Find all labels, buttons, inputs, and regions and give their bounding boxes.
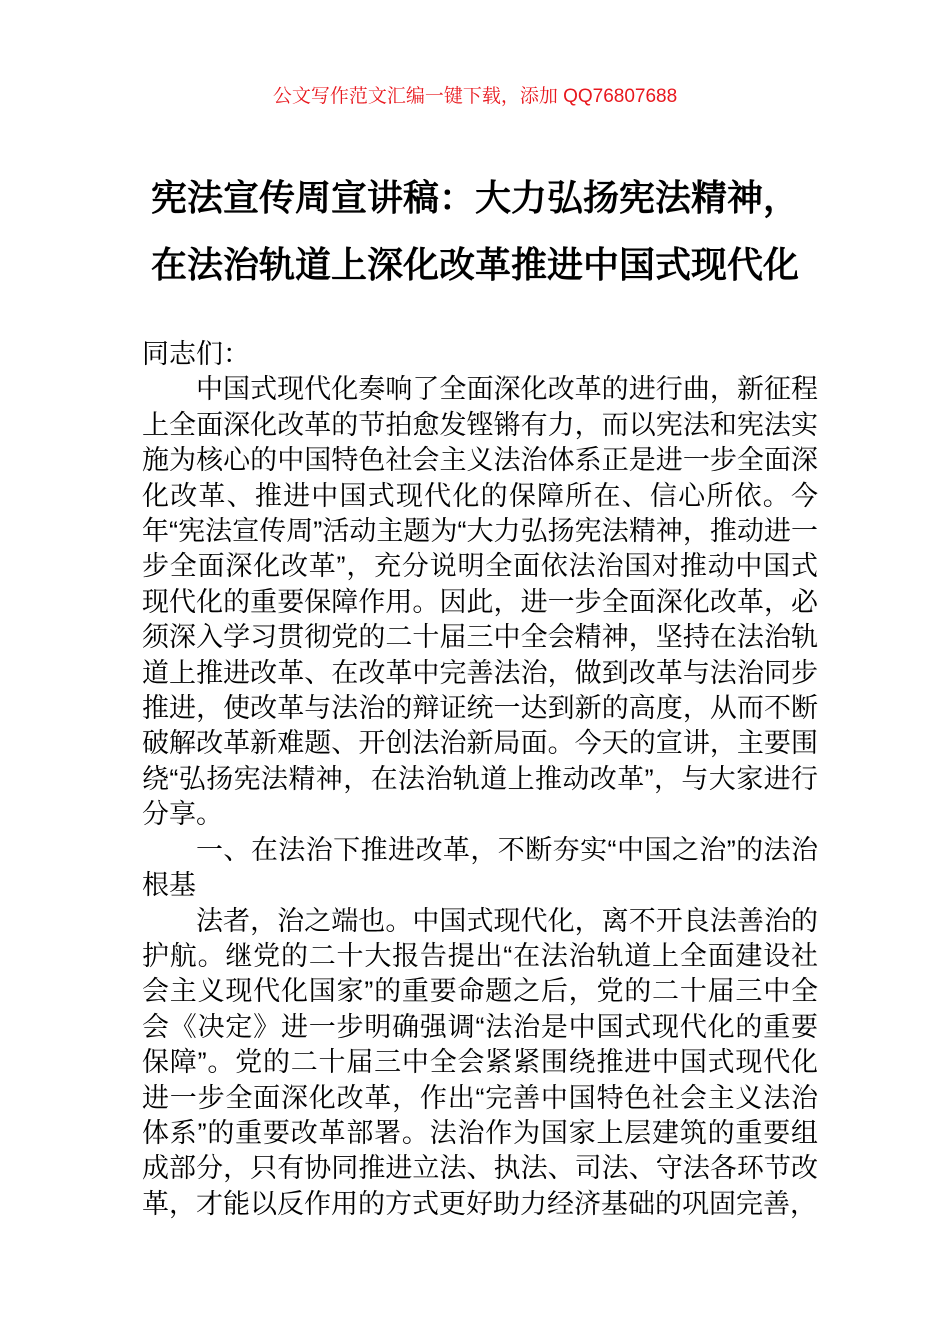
paragraph-container bbox=[142, 372, 818, 1222]
document-title bbox=[0, 164, 950, 298]
document-title-line-1: 宪法宣传周宣讲稿：大力弘扬宪法精神， bbox=[150, 177, 799, 218]
salutation: 同志们： bbox=[142, 339, 250, 369]
promo-banner: 公文写作范文汇编一键下载，添加 QQ76807688 bbox=[272, 86, 678, 107]
section-heading: 一、在法治下推进改革，不断夯实“中国之治”的法治根基 bbox=[142, 834, 818, 901]
document-title-line-2: 在法治轨道上深化改革推进中国式现代化 bbox=[150, 244, 799, 285]
body-paragraph: 中国式现代化奏响了全面深化改革的进行曲，新征程上全面深化改革的节拍愈发铿锵有力，而以宪法和宪法实施为核心的中国特色社会主义法治体系正是进一步全面深化改革、推进中国式现代化的保障所在、信心所依。今年“宪法宣传周”活动主题为“大力弘扬宪法精神，推动进一步全面深化改革”，充分说明全面依法治国对推动中国式现代化的重要保障作用。因此，进一步全面深化改革，必须深入学习贯彻党的二十届三中全会精神，坚持在法治轨道上推进改革、在改革中完善法治，做到改革与法治同步推进，使改革与法治的辩证统一达到新的高度，从而不断破解改革新难题、开创法治新局面。今天的宣讲，主要围绕“弘扬宪法精神，在法治轨道上推动改革”，与大家进行分享。 bbox=[142, 374, 818, 830]
body-paragraph: 法者，治之端也。中国式现代化，离不开良法善治的护航。继党的二十大报告提出“在法治轨道上全面建设社会主义现代化国家”的重要命题之后，党的二十届三中全会《决定》进一步明确强调“法治是中国式现代化的重要保障”。党的二十届三中全会紧紧围绕推进中国式现代化进一步全面深化改革，作出“完善中国特色社会主义法治体系”的重要改革部署。法治作为国家上层建筑的重要组成部分，只有协同推进立法、执法、司法、守法各环节改革，才能以反作用的方式更好助力经济基础的巩固完善， bbox=[142, 905, 818, 1219]
document-body bbox=[142, 337, 818, 1222]
